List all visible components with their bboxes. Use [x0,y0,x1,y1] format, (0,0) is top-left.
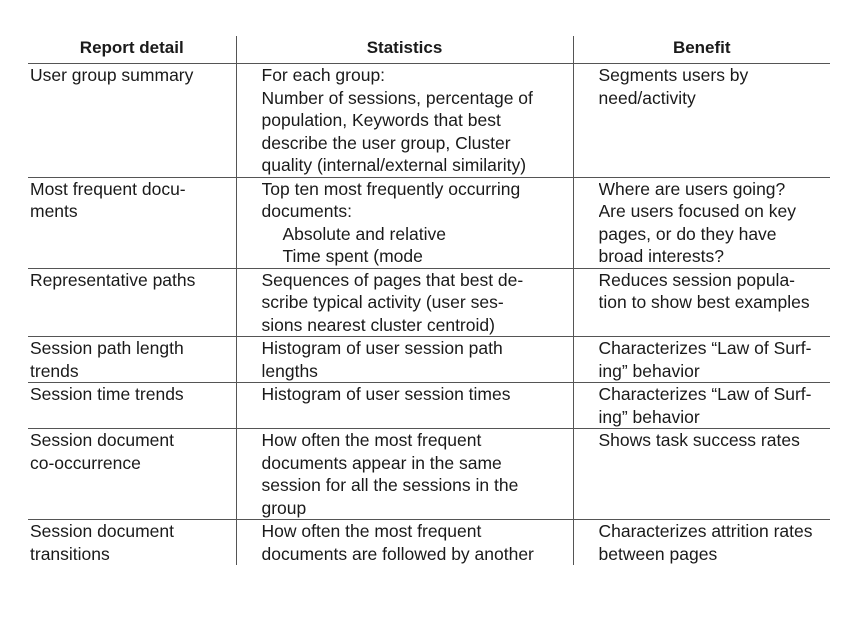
cell-text-line: pages, or do they have [598,223,777,244]
table-row [28,64,830,178]
cell-text-line: broad interests? [598,246,724,266]
report-detail-cell-content [30,178,236,223]
cell-text-line: Number of sessions, percentage of [261,87,533,108]
cell-text-line: Absolute and relative [282,223,446,244]
cell-text-line: Characterizes “Law of Surf- [598,384,812,404]
table-row [28,429,830,520]
report-detail-cell [28,383,236,429]
benefit-cell-content [599,383,831,428]
header-benefit: Benefit [573,36,830,64]
report-detail-cell-content [30,429,236,474]
statistics-cell [236,520,573,566]
cell-text-line: Session document [30,521,174,541]
benefit-cell-content [599,337,831,382]
cell-text-line: population, Keywords that best [261,110,501,130]
cell-text-line: Shows task success rates [598,430,800,450]
cell-text-line: documents: [261,201,352,221]
report-detail-cell [28,337,236,383]
benefit-cell-content [599,429,831,452]
report-detail-cell [28,520,236,566]
statistics-cell [236,383,573,429]
table-row [28,268,830,337]
statistics-cell-content [262,178,573,268]
header-statistics: Statistics [236,36,573,64]
cell-text-line: Session document [30,430,174,450]
statistics-cell-content [262,429,573,519]
cell-text-line: Characterizes “Law of Surf- [598,338,812,358]
cell-text-line: Where are users going? [598,178,786,199]
report-detail-cell [28,64,236,178]
cell-text-line: Session time trends [30,384,184,404]
cell-text-line: scribe typical activity (user ses- [261,292,504,312]
header-row [28,36,830,64]
cell-text-line: ing” behavior [598,406,700,427]
report-detail-cell [28,429,236,520]
cell-text-line: tion to show best examples [598,292,810,312]
cell-text-line: Reduces session popula- [598,269,796,290]
benefit-cell [573,520,830,566]
cell-text-line: Session path length [30,338,184,358]
cell-text-line: Histogram of user session times [261,384,511,404]
table-row [28,383,830,429]
cell-text-line: co-occurrence [30,452,141,473]
statistics-cell [236,337,573,383]
cell-text-line: transitions [30,543,110,564]
report-table-container [28,36,830,565]
table-row [28,520,830,566]
cell-text-line: documents are followed by another [261,543,534,564]
benefit-cell [573,429,830,520]
cell-text-line: Top ten most frequently occurring [261,178,521,199]
report-detail-cell [28,177,236,268]
report-detail-cell-content [30,64,236,87]
benefit-cell [573,177,830,268]
report-table [28,36,830,565]
statistics-cell [236,429,573,520]
benefit-cell-content [599,269,831,314]
benefit-cell [573,64,830,178]
cell-text-line: Representative paths [30,269,196,290]
benefit-cell-content [599,64,831,109]
benefit-cell-content [599,178,831,268]
statistics-cell-content [262,337,573,382]
report-detail-cell [28,268,236,337]
statistics-cell-content [262,520,573,565]
cell-text-line: need/activity [598,87,696,108]
cell-text-line: documents appear in the same [261,452,502,473]
cell-text-line: Time spent (mode [282,246,423,266]
cell-text-line: For each group: [261,65,386,85]
cell-text-line: between pages [598,543,718,564]
cell-text-line: Characterizes attrition rates [598,521,813,541]
cell-text-line: User group summary [30,65,194,85]
cell-text-line: ments [30,201,78,221]
cell-text-line: How often the most frequent [261,521,482,541]
cell-text-line: Histogram of user session path [261,338,503,358]
cell-text-line: Sequences of pages that best de- [261,269,524,290]
table-row [28,177,830,268]
cell-text-line: trends [30,360,79,381]
table-body [28,64,830,566]
cell-text-line: sions nearest cluster centroid) [261,314,495,335]
statistics-cell [236,177,573,268]
benefit-cell [573,268,830,337]
header-report-detail: Report detail [28,36,236,64]
benefit-cell-content [599,520,831,565]
cell-text-line: ing” behavior [598,360,700,381]
cell-text-line: Segments users by [598,65,749,85]
statistics-cell [236,268,573,337]
cell-text-line: lengths [261,360,318,381]
statistics-cell-content [262,269,573,337]
table-header [28,36,830,64]
table-row [28,337,830,383]
cell-text-line: session for all the sessions in the [261,475,519,495]
benefit-cell [573,383,830,429]
cell-text-line: group [261,497,307,518]
benefit-cell [573,337,830,383]
statistics-cell [236,64,573,178]
report-detail-cell-content [30,337,236,382]
report-detail-cell-content [30,520,236,565]
cell-text-line: quality (internal/external similarity) [261,155,527,175]
cell-text-line: Most frequent docu- [30,178,186,199]
report-detail-cell-content [30,383,236,406]
report-detail-cell-content [30,269,236,292]
cell-text-line: How often the most frequent [261,430,482,450]
cell-text-line: Are users focused on key [598,201,796,221]
statistics-cell-content [262,64,573,177]
cell-text-line: describe the user group, Cluster [261,132,511,153]
statistics-cell-content [262,383,573,406]
